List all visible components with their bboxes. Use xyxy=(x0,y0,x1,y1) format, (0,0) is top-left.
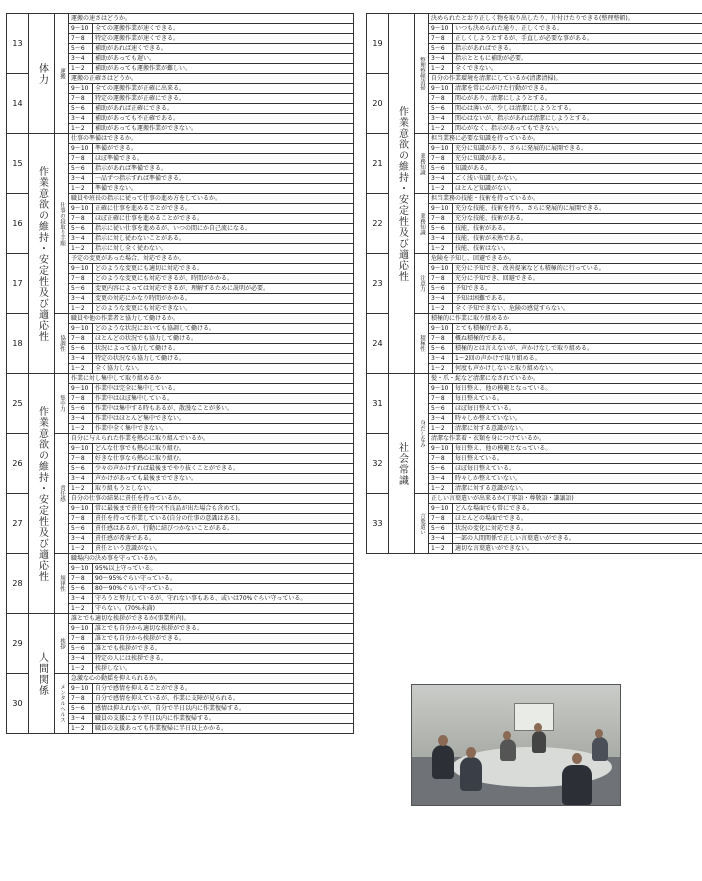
score-range: 1〜2 xyxy=(69,484,93,494)
score-range: 9〜10 xyxy=(69,24,93,34)
criteria-text: どんな場面でも常にできる。 xyxy=(453,504,702,514)
score-range: 1〜2 xyxy=(69,124,93,134)
criteria-text: 状況の変化に対応できる。 xyxy=(453,524,702,534)
criteria-text: 充分な技能、技術がある。 xyxy=(453,214,702,224)
question-text: 職員や他の作業者と協力して働けるか。 xyxy=(69,314,354,324)
score-range: 7〜8 xyxy=(69,694,93,704)
score-range: 7〜8 xyxy=(69,634,93,644)
category-label: 作業意欲の維持・安定性及び適応性 xyxy=(29,374,55,614)
criteria-text: 誰とでも自分から挨拶ができる。 xyxy=(93,634,354,644)
score-range: 1〜2 xyxy=(429,244,453,254)
score-range: 3〜4 xyxy=(69,294,93,304)
score-range: 5〜6 xyxy=(429,104,453,114)
question-text: 髪・爪・髭など清潔になされているか。 xyxy=(429,374,702,384)
subcategory-label: 仕事の段取り手順 xyxy=(55,134,69,314)
score-range: 9〜10 xyxy=(429,84,453,94)
table-row xyxy=(7,314,354,324)
score-range: 3〜4 xyxy=(69,474,93,484)
score-range: 1〜2 xyxy=(69,244,93,254)
criteria-text: 変更内容によっては対応できるが、理解するために説明が必要。 xyxy=(93,284,354,294)
evaluation-table-right xyxy=(366,13,702,554)
item-number: 25 xyxy=(7,374,29,434)
criteria-text: どのような状況においても協調して働ける。 xyxy=(93,324,354,334)
score-range: 5〜6 xyxy=(429,344,453,354)
score-range: 5〜6 xyxy=(69,464,93,474)
criteria-text: 声かけがあっても最後までできない。 xyxy=(93,474,354,484)
category-label: 社会常識 xyxy=(389,374,415,554)
question-text: 職員や班長の指示に従って仕事の進め方をしているか。 xyxy=(69,194,354,204)
criteria-text: 技能、技術がある。 xyxy=(453,224,702,234)
criteria-text: 1〜2回の声かけで取り組める。 xyxy=(453,354,702,364)
criteria-text: 職員の支援により半日以内に作業復帰する。 xyxy=(93,714,354,724)
table-row xyxy=(7,614,354,624)
item-number: 32 xyxy=(367,434,389,494)
score-range: 9〜10 xyxy=(69,444,93,454)
item-number: 31 xyxy=(367,374,389,434)
score-range: 5〜6 xyxy=(69,584,93,594)
criteria-text: 時々しか整えていない。 xyxy=(453,474,702,484)
score-range: 7〜8 xyxy=(69,454,93,464)
item-number: 14 xyxy=(7,74,29,134)
question-text: 担当業務の技能・技術を持っているか。 xyxy=(429,194,702,204)
score-range: 9〜10 xyxy=(429,264,453,274)
criteria-text: ほぼ毎日整えている。 xyxy=(453,404,702,414)
criteria-text: 状況によって協力して働ける。 xyxy=(93,344,354,354)
criteria-text: ほとんど知識がない。 xyxy=(453,184,702,194)
score-range: 1〜2 xyxy=(429,304,453,314)
criteria-text: どのような変更にも対応できない。 xyxy=(93,304,354,314)
item-number: 24 xyxy=(367,314,389,374)
table-row xyxy=(367,314,702,324)
criteria-text: 充分に予知でき、改善提案なども積極的に行っている。 xyxy=(453,264,702,274)
criteria-text: 知識がある。 xyxy=(453,164,702,174)
score-range: 5〜6 xyxy=(69,344,93,354)
criteria-text: 全くできない。 xyxy=(453,64,702,74)
criteria-text: 何度も声かけしないと取り組めない。 xyxy=(453,364,702,374)
score-range: 5〜6 xyxy=(69,284,93,294)
criteria-text: 作業中はほとんど集中できない。 xyxy=(93,414,354,424)
table-row xyxy=(7,374,354,384)
criteria-text: 感情は抑えれないが、自分で半日以内に作業復帰する。 xyxy=(93,704,354,714)
criteria-text: 毎日整えている。 xyxy=(453,394,702,404)
score-range: 3〜4 xyxy=(69,54,93,64)
criteria-text: 毎日整え、他の模範となっている。 xyxy=(453,444,702,454)
evaluation-table xyxy=(366,13,702,554)
score-range: 3〜4 xyxy=(429,174,453,184)
criteria-text: 充分に予知でき、回避できる。 xyxy=(453,274,702,284)
criteria-text: ほとんどの状況でも協力して働ける。 xyxy=(93,334,354,344)
score-range: 1〜2 xyxy=(69,604,93,614)
criteria-text: 準備できない。 xyxy=(93,184,354,194)
criteria-text: 清潔に対する意識がない。 xyxy=(453,484,702,494)
item-number: 27 xyxy=(7,494,29,554)
criteria-text: ほぼ毎日整えている。 xyxy=(453,464,702,474)
score-range: 1〜2 xyxy=(429,124,453,134)
score-range: 9〜10 xyxy=(69,384,93,394)
question-text: 自分の仕事の結果に責任を持っているか。 xyxy=(69,494,354,504)
criteria-text: 補助があっても遅い。 xyxy=(93,54,354,64)
criteria-text: 正しくしようとするが、手直しが必要な事がある。 xyxy=(453,34,702,44)
score-range: 5〜6 xyxy=(69,704,93,714)
score-range: 3〜4 xyxy=(69,174,93,184)
criteria-text: 毎日整えている。 xyxy=(453,454,702,464)
subcategory-label: 業務知識 xyxy=(415,194,429,254)
criteria-text: ほとんどの場面でできる。 xyxy=(453,514,702,524)
score-range: 3〜4 xyxy=(69,354,93,364)
criteria-text: 毎日整え、他の模範となっている。 xyxy=(453,384,702,394)
criteria-text: 補助があっても運搬作業ができない。 xyxy=(93,124,354,134)
criteria-text: 全く予知できない、危険の感覚すらない。 xyxy=(453,304,702,314)
score-range: 1〜2 xyxy=(429,424,453,434)
score-range: 3〜4 xyxy=(69,714,93,724)
score-range: 7〜8 xyxy=(69,214,93,224)
question-text: 決められたとおり正しく物を取り出したり、片付けたりできる(整理整頓)。 xyxy=(429,14,702,24)
score-range: 5〜6 xyxy=(69,164,93,174)
criteria-text: 充分に知識がある。 xyxy=(453,154,702,164)
criteria-text: 準備ができる。 xyxy=(93,144,354,154)
score-range: 9〜10 xyxy=(69,144,93,154)
score-range: 9〜10 xyxy=(69,204,93,214)
criteria-text: 充分に知識があり、さらに発展的に展開できる。 xyxy=(453,144,702,154)
score-range: 9〜10 xyxy=(429,324,453,334)
criteria-text: 適切な言葉遣いができない。 xyxy=(453,544,702,554)
criteria-text: 特定の運搬作業が正確にできる。 xyxy=(93,94,354,104)
score-range: 5〜6 xyxy=(429,284,453,294)
score-range: 7〜8 xyxy=(429,334,453,344)
question-text: 積極的に作業に取り組めるか xyxy=(429,314,702,324)
category-label: 体力 xyxy=(29,14,55,134)
question-text: 作業に対し集中して取り組めるか xyxy=(69,374,354,384)
question-text: 自分に与えられた作業を熱心に取り組んでいるか。 xyxy=(69,434,354,444)
item-number: 20 xyxy=(367,74,389,134)
category-label: 作業意欲の維持・安定性及び適応性 xyxy=(29,134,55,374)
score-range: 3〜4 xyxy=(429,234,453,244)
score-range: 1〜2 xyxy=(429,184,453,194)
score-range: 9〜10 xyxy=(69,264,93,274)
item-number: 26 xyxy=(7,434,29,494)
criteria-text: 特定の状況なら協力して働ける。 xyxy=(93,354,354,364)
criteria-text: 作業中全く集中できない。 xyxy=(93,424,354,434)
table-row xyxy=(7,554,354,564)
question-text: 担当業務に必要な知識を持っているか。 xyxy=(429,134,702,144)
item-number: 29 xyxy=(7,614,29,674)
score-range: 7〜8 xyxy=(69,394,93,404)
criteria-text: 作業中は集中する時もあるが、散漫なことが多い。 xyxy=(93,404,354,414)
subcategory-label: 整理整頓清掃 xyxy=(415,14,429,134)
criteria-text: 補助があれば正確にできる。 xyxy=(93,104,354,114)
criteria-text: 少々の声かけすれば最後までやり抜くことができる。 xyxy=(93,464,354,474)
criteria-text: 特定の運搬作業が速くできる。 xyxy=(93,34,354,44)
table-row xyxy=(367,374,702,384)
criteria-text: 全ての運搬作業が速くできる。 xyxy=(93,24,354,34)
criteria-text: どんな仕事でも熱心に取り組む。 xyxy=(93,444,354,454)
item-number: 23 xyxy=(367,254,389,314)
score-range: 3〜4 xyxy=(429,354,453,364)
score-range: 9〜10 xyxy=(429,24,453,34)
score-range: 3〜4 xyxy=(69,654,93,664)
criteria-text: 責任という意識がない。 xyxy=(93,544,354,554)
criteria-text: 清潔を常に心がけた行動ができる。 xyxy=(453,84,702,94)
criteria-text: 関心は薄いが、少しは清潔にしようとする。 xyxy=(453,104,702,114)
score-range: 1〜2 xyxy=(429,364,453,374)
criteria-text: いつも決められた通り、正しくできる。 xyxy=(453,24,702,34)
score-range: 3〜4 xyxy=(429,54,453,64)
question-text: 清潔な作業着・衣類を身につけているか。 xyxy=(429,434,702,444)
question-text: 仕事の準備はできるか。 xyxy=(69,134,354,144)
score-range: 1〜2 xyxy=(69,304,93,314)
item-number: 13 xyxy=(7,14,29,74)
criteria-text: 指示があれば準備できる。 xyxy=(93,164,354,174)
item-number: 17 xyxy=(7,254,29,314)
item-number: 22 xyxy=(367,194,389,254)
score-range: 9〜10 xyxy=(429,384,453,394)
criteria-text: 常に最後まで責任を持つ(不良品が出た場合も含めて)。 xyxy=(93,504,354,514)
subcategory-label: 身だしなみ xyxy=(415,374,429,494)
criteria-text: どのような変更にも適切に対応できる。 xyxy=(93,264,354,274)
score-range: 7〜8 xyxy=(69,154,93,164)
score-range: 1〜2 xyxy=(429,544,453,554)
item-number: 18 xyxy=(7,314,29,374)
criteria-text: 補助があっても不正確である。 xyxy=(93,114,354,124)
score-range: 1〜2 xyxy=(69,424,93,434)
criteria-text: 80〜90%ぐらい守っている。 xyxy=(93,584,354,594)
criteria-text: 一品ずつ指示すれば準備できる。 xyxy=(93,174,354,184)
criteria-text: 守らない。(70%未満) xyxy=(93,604,354,614)
subcategory-label: 責任感 xyxy=(55,434,69,554)
item-number: 19 xyxy=(367,14,389,74)
score-range: 5〜6 xyxy=(429,224,453,234)
criteria-text: 充分な技能、技術を持ち、さらに発展的に展開できる。 xyxy=(453,204,702,214)
question-text: 危険を予知し、回避できるか。 xyxy=(429,254,702,264)
criteria-text: 作業中は完全に集中している。 xyxy=(93,384,354,394)
criteria-text: 正確に仕事を進めることができる。 xyxy=(93,204,354,214)
score-range: 7〜8 xyxy=(69,94,93,104)
item-number: 30 xyxy=(7,674,29,734)
criteria-text: 特定の人には挨拶できる。 xyxy=(93,654,354,664)
criteria-text: ごく浅い知識しかない。 xyxy=(453,174,702,184)
subcategory-label: 挨拶 xyxy=(55,614,69,674)
category-label: 人間関係 xyxy=(29,614,55,734)
criteria-text: 時々しか整えていない。 xyxy=(453,414,702,424)
score-range: 5〜6 xyxy=(69,644,93,654)
question-text: 急激な心の動揺を抑えられるか。 xyxy=(69,674,354,684)
score-range: 5〜6 xyxy=(69,404,93,414)
score-range: 7〜8 xyxy=(69,574,93,584)
score-range: 7〜8 xyxy=(429,274,453,284)
question-text: 正しい言葉遣いが出来るか(丁寧語・尊敬語・謙譲語) xyxy=(429,494,702,504)
score-range: 5〜6 xyxy=(69,524,93,534)
criteria-text: 予知は困難である。 xyxy=(453,294,702,304)
score-range: 7〜8 xyxy=(429,154,453,164)
criteria-text: 一部の人間関係で正しい言葉遣いができる。 xyxy=(453,534,702,544)
subcategory-label: 言葉遣い xyxy=(415,494,429,554)
score-range: 1〜2 xyxy=(429,64,453,74)
score-range: 1〜2 xyxy=(69,184,93,194)
score-range: 9〜10 xyxy=(429,204,453,214)
score-range: 7〜8 xyxy=(69,334,93,344)
criteria-text: 技能、技術が未熟である。 xyxy=(453,234,702,244)
score-range: 7〜8 xyxy=(429,454,453,464)
subcategory-label: メンタルヘルス xyxy=(55,674,69,734)
criteria-text: 技能、技術はない。 xyxy=(453,244,702,254)
question-text: 職場内の決め事を守っているか。 xyxy=(69,554,354,564)
criteria-text: 自分で感情を抑えているが、作業に支障が見られる。 xyxy=(93,694,354,704)
criteria-text: 全ての運搬作業が正確に出来る。 xyxy=(93,84,354,94)
score-range: 3〜4 xyxy=(429,534,453,544)
evaluation-table-left xyxy=(6,13,353,734)
table-row xyxy=(7,434,354,444)
criteria-text: 指示に従い仕事を進めるが、いつの間にか自己流になる。 xyxy=(93,224,354,234)
score-range: 3〜4 xyxy=(69,594,93,604)
criteria-text: 指示に対し全く従わない。 xyxy=(93,244,354,254)
score-range: 1〜2 xyxy=(429,484,453,494)
score-range: 7〜8 xyxy=(69,34,93,44)
criteria-text: 積極的とは言えないが、声かけなしで取り組める。 xyxy=(453,344,702,354)
criteria-text: 誰とでも自分から適切な挨拶ができる。 xyxy=(93,624,354,634)
score-range: 7〜8 xyxy=(69,274,93,284)
table-row xyxy=(7,674,354,684)
score-range: 9〜10 xyxy=(69,684,93,694)
criteria-text: 変更の対応にかなり時間がかかる。 xyxy=(93,294,354,304)
score-range: 5〜6 xyxy=(429,464,453,474)
score-range: 7〜8 xyxy=(429,94,453,104)
item-number: 15 xyxy=(7,134,29,194)
criteria-text: とても積極的である。 xyxy=(453,324,702,334)
item-number: 28 xyxy=(7,554,29,614)
score-range: 3〜4 xyxy=(429,414,453,424)
score-range: 3〜4 xyxy=(69,414,93,424)
criteria-text: 誰とでも挨拶ができる。 xyxy=(93,644,354,654)
score-range: 7〜8 xyxy=(429,394,453,404)
question-text: 運搬の速さはどうか。 xyxy=(69,14,354,24)
score-range: 1〜2 xyxy=(69,664,93,674)
criteria-text: 守ろうと努力しているが、守れない事もある、或いは70%ぐらい守っている。 xyxy=(93,594,354,604)
subcategory-label: 規律性 xyxy=(55,554,69,614)
subcategory-label: 協調性 xyxy=(55,314,69,374)
criteria-text: 95%以上守っている。 xyxy=(93,564,354,574)
criteria-text: 関心はないが、指示があれば清潔にしようとする。 xyxy=(453,114,702,124)
item-number: 33 xyxy=(367,494,389,554)
subcategory-label: 運搬 xyxy=(55,14,69,134)
score-range: 9〜10 xyxy=(69,504,93,514)
question-text: 自分の作業環境を清潔にしているか(清潔清掃)。 xyxy=(429,74,702,84)
score-range: 7〜8 xyxy=(69,514,93,524)
score-range: 7〜8 xyxy=(429,514,453,524)
question-text: 誰とでも適切な挨拶ができるか(事業所内)。 xyxy=(69,614,354,624)
question-text: 運搬の正確さはどうか。 xyxy=(69,74,354,84)
category-label: 作業意欲の維持・安定性及び適応性 xyxy=(389,14,415,374)
score-range: 3〜4 xyxy=(429,114,453,124)
score-range: 5〜6 xyxy=(69,44,93,54)
score-range: 9〜10 xyxy=(429,504,453,514)
score-range: 5〜6 xyxy=(69,224,93,234)
score-range: 7〜8 xyxy=(429,34,453,44)
evaluation-table xyxy=(6,13,354,734)
subcategory-label: 積極性 xyxy=(415,314,429,374)
meeting-photo xyxy=(411,684,621,806)
criteria-text: 職員の支援あっても作業復帰に半日以上かかる。 xyxy=(93,724,354,734)
table-row xyxy=(367,254,702,264)
table-row xyxy=(7,134,354,144)
score-range: 7〜8 xyxy=(429,214,453,224)
criteria-text: 指示に対し従わないことがある。 xyxy=(93,234,354,244)
table-row xyxy=(367,14,702,24)
criteria-text: 自分で感情を抑えることができる。 xyxy=(93,684,354,694)
criteria-text: 作業中はほぼ集中している。 xyxy=(93,394,354,404)
score-range: 5〜6 xyxy=(69,104,93,114)
score-range: 3〜4 xyxy=(429,474,453,484)
criteria-text: どのような変更にも対応できるが、時間がかかる。 xyxy=(93,274,354,284)
score-range: 3〜4 xyxy=(69,114,93,124)
score-range: 9〜10 xyxy=(69,324,93,334)
criteria-text: 責任を持って作業している(自分の仕事の意識はある)。 xyxy=(93,514,354,524)
criteria-text: 関心がなく、指示があってもできない。 xyxy=(453,124,702,134)
score-range: 9〜10 xyxy=(429,444,453,454)
table-row xyxy=(367,134,702,144)
score-range: 1〜2 xyxy=(69,364,93,374)
score-range: 9〜10 xyxy=(69,624,93,634)
table-row xyxy=(367,494,702,504)
question-text: 予定の変更があった場合、対応できるか。 xyxy=(69,254,354,264)
criteria-text: ほぼ正確に仕事を進めることができる。 xyxy=(93,214,354,224)
score-range: 3〜4 xyxy=(429,294,453,304)
score-range: 1〜2 xyxy=(69,64,93,74)
criteria-text: 予知できる。 xyxy=(453,284,702,294)
score-range: 3〜4 xyxy=(69,234,93,244)
criteria-text: 責任感はあるが、行動に結びつかないことがある。 xyxy=(93,524,354,534)
score-range: 9〜10 xyxy=(69,564,93,574)
criteria-text: ほぼ準備できる。 xyxy=(93,154,354,164)
score-range: 1〜2 xyxy=(69,724,93,734)
score-range: 5〜6 xyxy=(429,524,453,534)
criteria-text: 指示とともに補助が必要。 xyxy=(453,54,702,64)
criteria-text: 関心があり、清潔にしようとする。 xyxy=(453,94,702,104)
table-row xyxy=(367,194,702,204)
criteria-text: 取り組もうとしない。 xyxy=(93,484,354,494)
criteria-text: 責任感が希薄である。 xyxy=(93,534,354,544)
item-number: 16 xyxy=(7,194,29,254)
score-range: 5〜6 xyxy=(429,404,453,414)
score-range: 1〜2 xyxy=(69,544,93,554)
criteria-text: 概ね積極的である。 xyxy=(453,334,702,344)
subcategory-label: 注意力 xyxy=(415,254,429,314)
score-range: 5〜6 xyxy=(429,44,453,54)
table-row xyxy=(7,14,354,24)
score-range: 9〜10 xyxy=(429,144,453,154)
criteria-text: 90〜95%ぐらい守っている。 xyxy=(93,574,354,584)
subcategory-label: 集中力 xyxy=(55,374,69,434)
score-range: 3〜4 xyxy=(69,534,93,544)
criteria-text: 補助があっても運搬作業が難しい。 xyxy=(93,64,354,74)
criteria-text: 指示があればできる。 xyxy=(453,44,702,54)
criteria-text: 清潔に対する意識がない。 xyxy=(453,424,702,434)
subcategory-label: 業務知識 xyxy=(415,134,429,194)
score-range: 5〜6 xyxy=(429,164,453,174)
criteria-text: 全く協力しない。 xyxy=(93,364,354,374)
criteria-text: 好きな仕事なら熱心に取り組む。 xyxy=(93,454,354,464)
criteria-text: 挨拶しない。 xyxy=(93,664,354,674)
score-range: 9〜10 xyxy=(69,84,93,94)
criteria-text: 補助があれば速くできる。 xyxy=(93,44,354,54)
item-number: 21 xyxy=(367,134,389,194)
